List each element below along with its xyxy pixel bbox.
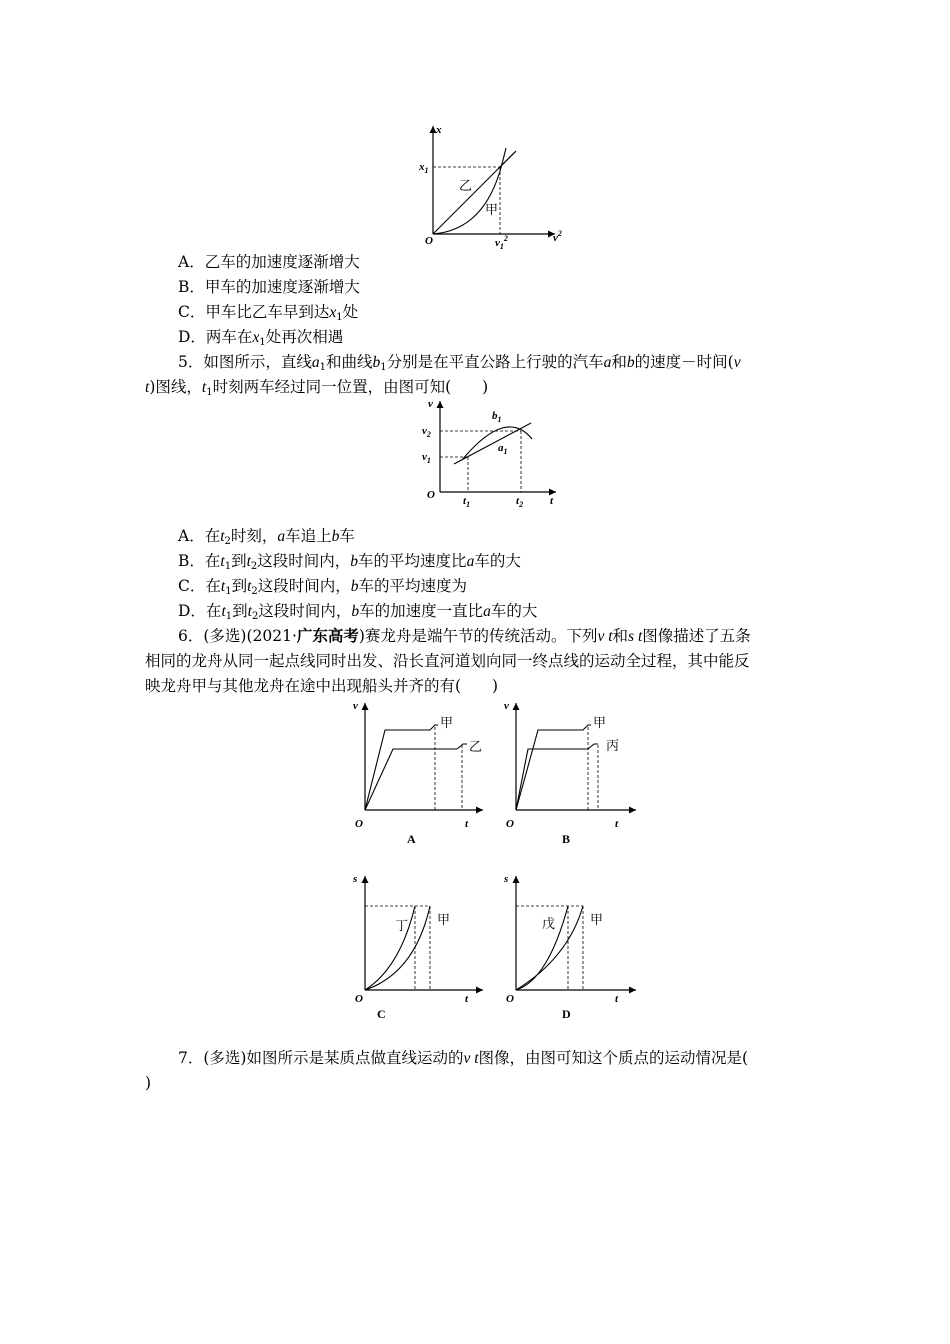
curve-b1: [462, 427, 532, 460]
y-axis-label: v: [428, 398, 433, 410]
q6-stem-line3: 映龙舟甲与其他龙舟在途中出现船头并齐的有( ): [145, 677, 499, 695]
x1-label: $x_1$: [419, 161, 429, 175]
figure-6a-vt: [345, 695, 495, 850]
curve-yi: [365, 744, 467, 810]
q4-option-b: B．甲车的加速度逐渐增大: [178, 278, 360, 296]
curve-yi-label: 乙: [459, 179, 473, 194]
origin-label: O: [425, 235, 433, 247]
caption-d: D: [562, 1007, 571, 1021]
x-axis-label: t: [465, 818, 469, 830]
caption-c: C: [377, 1007, 386, 1021]
y-axis-label: s: [504, 873, 509, 885]
q5-option-b: B．在$t_1$到$t_2$这段时间内，b车的平均速度比a车的大: [178, 552, 521, 572]
q5-option-c: C．在$t_1$到$t_2$这段时间内，b车的平均速度为: [178, 577, 468, 597]
curve-jia: [365, 725, 438, 810]
q5-stem-line2: t)图线，$t_1$时刻两车经过同一位置，由图可知( ): [145, 378, 489, 398]
origin-label: O: [355, 993, 363, 1005]
v1-label: $v_1$: [422, 451, 431, 465]
q7-stem-line2: ): [145, 1074, 152, 1092]
curve-jia-label: 甲: [437, 913, 451, 928]
q5-stem-line1: 5．如图所示，直线$a_1$和曲线$b_1$分别是在平直公路上行驶的汽车a和b的速度－时间(v: [178, 353, 741, 373]
curve-yi-label: 乙: [469, 740, 483, 755]
v1sq-label: $v_1^2$: [495, 234, 508, 251]
figure-6b-vt: [498, 695, 648, 850]
origin-label: O: [427, 489, 435, 501]
curve-jia-label: 甲: [440, 716, 454, 731]
x-axis-label: t: [615, 993, 619, 1005]
q4-option-d: D．两车在$x_1$处再次相遇: [178, 328, 344, 348]
q7-stem-line1: 7．(多选)如图所示是某质点做直线运动的v t图像，由图可知这个质点的运动情况是(: [178, 1049, 749, 1067]
x-axis-label: t: [465, 993, 469, 1005]
caption-a: A: [407, 832, 416, 846]
y-axis-label: s: [353, 873, 358, 885]
origin-label: O: [506, 818, 514, 830]
curve-jia: [516, 725, 591, 810]
y-axis-label: v: [353, 700, 358, 712]
figure-x-v2-graph: [415, 118, 575, 251]
caption-b: B: [562, 832, 571, 846]
q4-option-c: C．甲车比乙车早到达$x_1$处: [178, 303, 359, 323]
q5-option-a: A．在$t_2$时刻，a车追上b车: [178, 527, 355, 547]
v2-label: $v_2$: [422, 425, 431, 439]
x-axis-label: t: [550, 495, 554, 507]
figure-v-t-graph-q5: [418, 395, 568, 510]
t2-label: $t_2$: [516, 495, 524, 509]
curve-bing-label: 丙: [606, 739, 620, 754]
y-axis-label: v: [504, 700, 509, 712]
x-axis-label: $v^2$: [553, 229, 562, 244]
q5-option-d: D．在$t_1$到$t_2$这段时间内，b车的加速度一直比a车的大: [178, 602, 538, 622]
curve-jia-label: 甲: [590, 913, 604, 928]
figure-6c-st: [345, 868, 495, 1023]
figure-6d-st: [498, 868, 648, 1023]
curve-jia-label: 甲: [593, 716, 607, 731]
curve-wu-label: 戊: [542, 917, 556, 932]
curve-ding-label: 丁: [395, 919, 409, 934]
q4-option-a: A．乙车的加速度逐渐增大: [178, 253, 360, 271]
curve-jia-label: 甲: [485, 203, 499, 218]
b1-label: $b_1$: [492, 410, 502, 424]
t1-label: $t_1$: [463, 495, 471, 509]
y-axis-label: x: [436, 124, 442, 136]
origin-label: O: [506, 993, 514, 1005]
a1-label: $a_1$: [498, 442, 508, 456]
q6-stem-line1: 6．(多选)(2021·广东高考)赛龙舟是端午节的传统活动。下列v t和s t图像描述了五条: [178, 626, 751, 645]
x-axis-label: t: [615, 818, 619, 830]
origin-label: O: [355, 818, 363, 830]
curve-bing: [516, 744, 598, 810]
q6-stem-line2: 相同的龙舟从同一起点线同时出发、沿长直河道划向同一终点线的运动全过程，其中能反: [145, 652, 750, 670]
